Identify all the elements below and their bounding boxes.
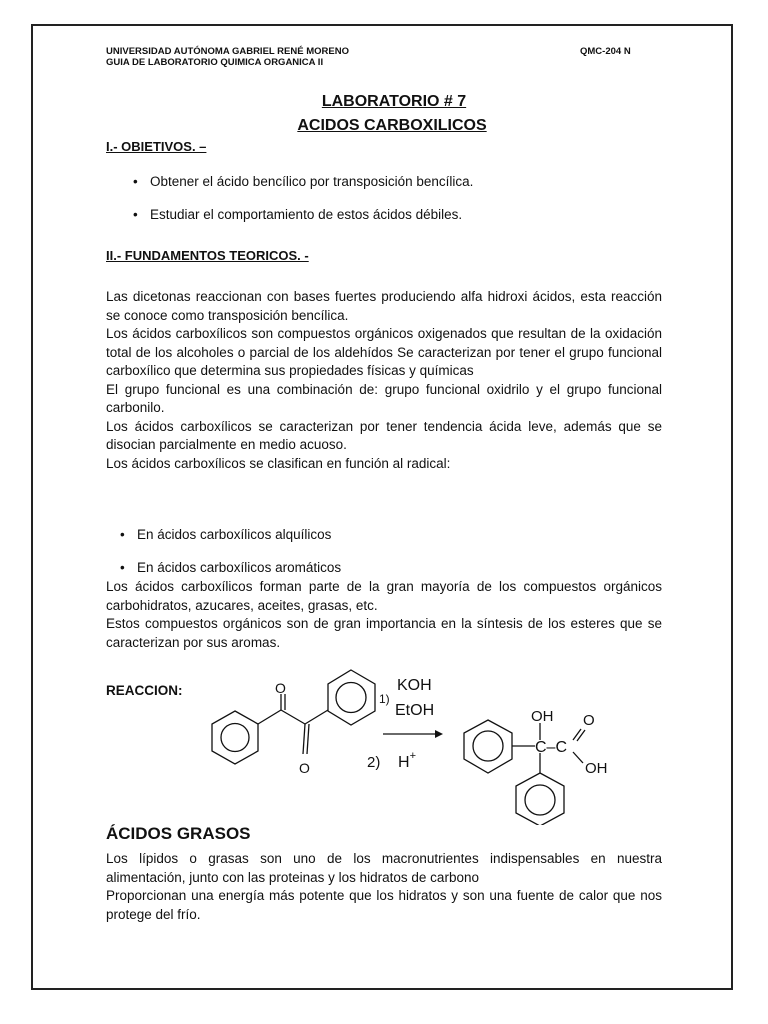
benzilic-acid-molecule (464, 720, 585, 825)
lab-title: LABORATORIO # 7 (321, 93, 467, 110)
bond (305, 710, 328, 724)
paragraph: Proporcionan una energía más potente que los hidratos y son una fuente de calor que nos protege del frío. (106, 888, 662, 922)
bond (258, 710, 281, 724)
header-institution (106, 46, 349, 68)
step-2-number: 2) (367, 754, 381, 771)
fatty-acids-heading: ÁCIDOS GRASOS (106, 824, 251, 843)
carbon-chain: C–C (535, 739, 568, 756)
bullet-icon: • (133, 207, 138, 222)
benzene-ring-left (212, 711, 258, 764)
benzene-ring-right (328, 670, 375, 725)
reagent-koh: KOH (397, 677, 432, 694)
university-name: UNIVERSIDAD AUTÓNOMA GABRIEL RENÉ MORENO (106, 46, 349, 57)
hydroxyl-top: OH (531, 708, 554, 725)
reaction-label: REACCION: (106, 683, 183, 698)
bond (281, 710, 305, 724)
class-text: En ácidos carboxílicos aromáticos (137, 560, 342, 575)
class-text: En ácidos carboxílicos alquílicos (137, 527, 332, 542)
class-item (120, 560, 342, 575)
aromatic-circle (473, 731, 503, 761)
fundamentals-body-continued (106, 578, 662, 652)
objective-text: Obtener el ácido bencílico por transposición bencílica. (150, 174, 474, 189)
benzene-ring-product-bottom (516, 773, 564, 825)
reagent-etoh: EtOH (395, 702, 435, 719)
arrow-head-icon (435, 730, 443, 738)
bond (573, 752, 583, 763)
reagent-h: H+ (398, 750, 416, 771)
aromatic-circle (525, 785, 555, 815)
objective-text: Estudiar el comportamiento de estos ácidos débiles. (150, 207, 463, 222)
oxygen-top: O (275, 680, 286, 696)
bond (303, 724, 305, 754)
fundamentals-heading: II.- FUNDAMENTOS TEORICOS. - (106, 248, 309, 263)
paragraph: Los lípidos o grasas son uno de los macronutrientes indispensables en nuestra alimentación, junto con las proteinas y los hidratos de carbono (106, 851, 662, 885)
aromatic-circle (221, 724, 249, 752)
objective-item (133, 207, 463, 222)
bullet-icon: • (120, 527, 125, 542)
bond (577, 730, 585, 741)
paragraph: Los ácidos carboxílicos se caracterizan por tener tendencia ácida leve, además que se disocian parcialmente en medio acuoso. (106, 418, 662, 452)
paragraph: El grupo funcional es una combinación de: grupo funcional oxidrilo y el grupo funcional carbonilo. (106, 381, 662, 415)
bullet-icon: • (120, 560, 125, 575)
class-item (120, 527, 332, 542)
objectives-heading: I.- OBIETIVOS. – (106, 139, 207, 154)
bullet-icon: • (133, 174, 138, 189)
paragraph: Los ácidos carboxílicos se clasifican en función al radical: (106, 455, 451, 471)
course-code: QMC-204 N (580, 46, 631, 57)
step-1-number: 1) (379, 692, 390, 706)
objective-item (133, 174, 474, 189)
lab-subtitle: ACIDOS CARBOXILICOS (297, 117, 487, 134)
oxygen-carbonyl: O (583, 712, 595, 729)
oxygen-bottom: O (299, 760, 310, 776)
aromatic-circle (336, 683, 366, 713)
guide-name: GUIA DE LABORATORIO QUIMICA ORGANICA II (106, 57, 324, 68)
paragraph: Las dicetonas reaccionan con bases fuertes produciendo alfa hidroxi ácidos, esta reacción se conoce como transposición bencílica. (106, 289, 662, 323)
paragraph: Estos compuestos orgánicos son de gran importancia en la síntesis de los esteres que se caracterizan por sus aromas. (106, 616, 662, 650)
paragraph: Los ácidos carboxílicos forman parte de la gran mayoría de los compuestos orgánicos carbohidratos, azucares, aceites, grasas, etc. (106, 579, 662, 613)
bond (573, 729, 581, 740)
bond (307, 724, 309, 754)
benzil-molecule (212, 670, 375, 764)
hydroxyl-acid: OH (585, 760, 608, 777)
paragraph: Los ácidos carboxílicos son compuestos orgánicos oxigenados que resultan de la oxidación total de los alcoholes o parcial de los aldehídos Se caracterizan por tener el grupo funcional carboxílico que determina sus propiedades físicas y químicas (106, 326, 662, 378)
reaction-scheme (195, 665, 635, 825)
fundamentals-body (106, 288, 662, 473)
fatty-acids-body (106, 850, 662, 924)
benzene-ring-product-left (464, 720, 512, 773)
page-border (31, 24, 733, 990)
